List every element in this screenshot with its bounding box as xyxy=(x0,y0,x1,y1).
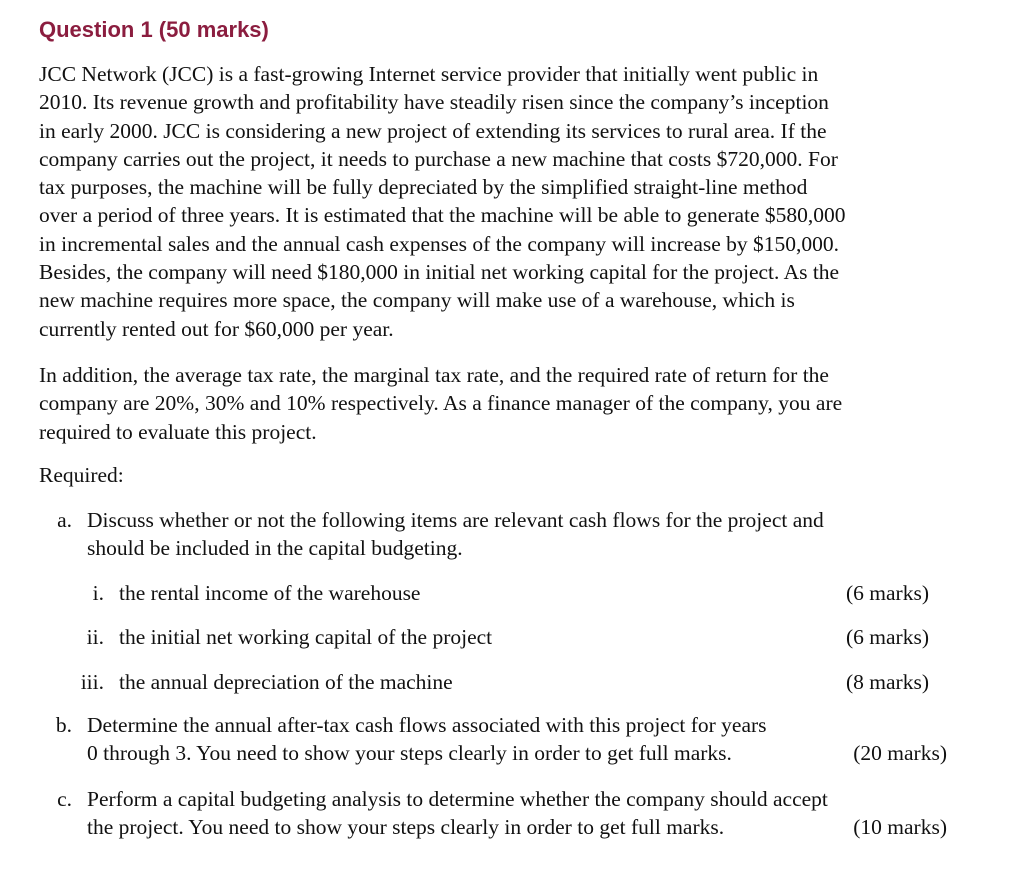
paragraph-line: new machine requires more space, the company will make use of a warehouse, which is xyxy=(39,288,795,313)
paragraph-line: 2010. Its revenue growth and profitability have steadily risen since the company’s inception xyxy=(39,90,829,115)
paragraph-line: company are 20%, 30% and 10% respectively. As a finance manager of the company, you are xyxy=(39,391,843,416)
subitem-text: the annual depreciation of the machine xyxy=(119,670,453,694)
subitem-rental-income xyxy=(39,579,929,607)
question-b-line: 0 through 3. You need to show your steps clearly in order to get full marks. xyxy=(87,741,732,766)
question-b-line-with-marks xyxy=(87,739,947,767)
question-heading: Question 1 (50 marks) xyxy=(39,17,269,42)
subitem-number: iii. xyxy=(80,670,104,694)
question-a-text xyxy=(87,506,947,563)
subitem-depreciation xyxy=(39,668,929,696)
subitem-number: ii. xyxy=(86,625,104,649)
question-a-line: should be included in the capital budgeting. xyxy=(87,536,463,561)
question-c-text xyxy=(87,785,947,842)
paragraph-line: company carries out the project, it needs to purchase a new machine that costs $720,000. For xyxy=(39,146,838,171)
question-b-label: b. xyxy=(55,713,72,737)
paragraph-line: in incremental sales and the annual cash expenses of the company will increase by $150,000. xyxy=(39,231,840,256)
question-c-line-with-marks xyxy=(87,813,947,841)
paragraph-line: required to evaluate this project. xyxy=(39,419,317,444)
subitem-text: the rental income of the warehouse xyxy=(119,581,421,605)
paragraph-line: JCC Network (JCC) is a fast-growing Internet service provider that initially went public in xyxy=(39,62,819,86)
question-a-label: a. xyxy=(57,508,72,532)
intro-paragraph xyxy=(39,60,999,343)
question-b-line: Determine the annual after-tax cash flows associated with this project for years xyxy=(87,713,767,737)
subitem-marks: (6 marks) xyxy=(846,625,929,649)
question-c-marks: (10 marks) xyxy=(853,815,947,840)
paragraph-line: In addition, the average tax rate, the marginal tax rate, and the required rate of return for the xyxy=(39,363,829,387)
subitem-marks: (8 marks) xyxy=(846,670,929,694)
question-c-line: the project. You need to show your steps clearly in order to get full marks. xyxy=(87,815,725,840)
paragraph-line: currently rented out for $60,000 per year. xyxy=(39,316,394,341)
tax-rate-paragraph xyxy=(39,361,999,446)
paragraph-line: over a period of three years. It is estimated that the machine will be able to generate $580,000 xyxy=(39,203,846,228)
required-label: Required: xyxy=(39,463,124,487)
question-a-line: Discuss whether or not the following items are relevant cash flows for the project and xyxy=(87,508,824,532)
subitem-text: the initial net working capital of the project xyxy=(119,625,493,649)
subitem-marks: (6 marks) xyxy=(846,581,929,605)
question-b-marks: (20 marks) xyxy=(853,741,947,766)
subitem-number: i. xyxy=(92,581,104,605)
paragraph-line: tax purposes, the machine will be fully depreciated by the simplified straight-line method xyxy=(39,175,808,200)
question-b-text xyxy=(87,711,947,768)
subitem-net-working-capital xyxy=(39,623,929,651)
paragraph-line: Besides, the company will need $180,000 in initial net working capital for the project. As the xyxy=(39,260,840,285)
paragraph-line: in early 2000. JCC is considering a new project of extending its services to rural area. If the xyxy=(39,118,827,143)
question-c-label: c. xyxy=(57,787,72,811)
question-c-line: Perform a capital budgeting analysis to determine whether the company should accept xyxy=(87,787,828,811)
